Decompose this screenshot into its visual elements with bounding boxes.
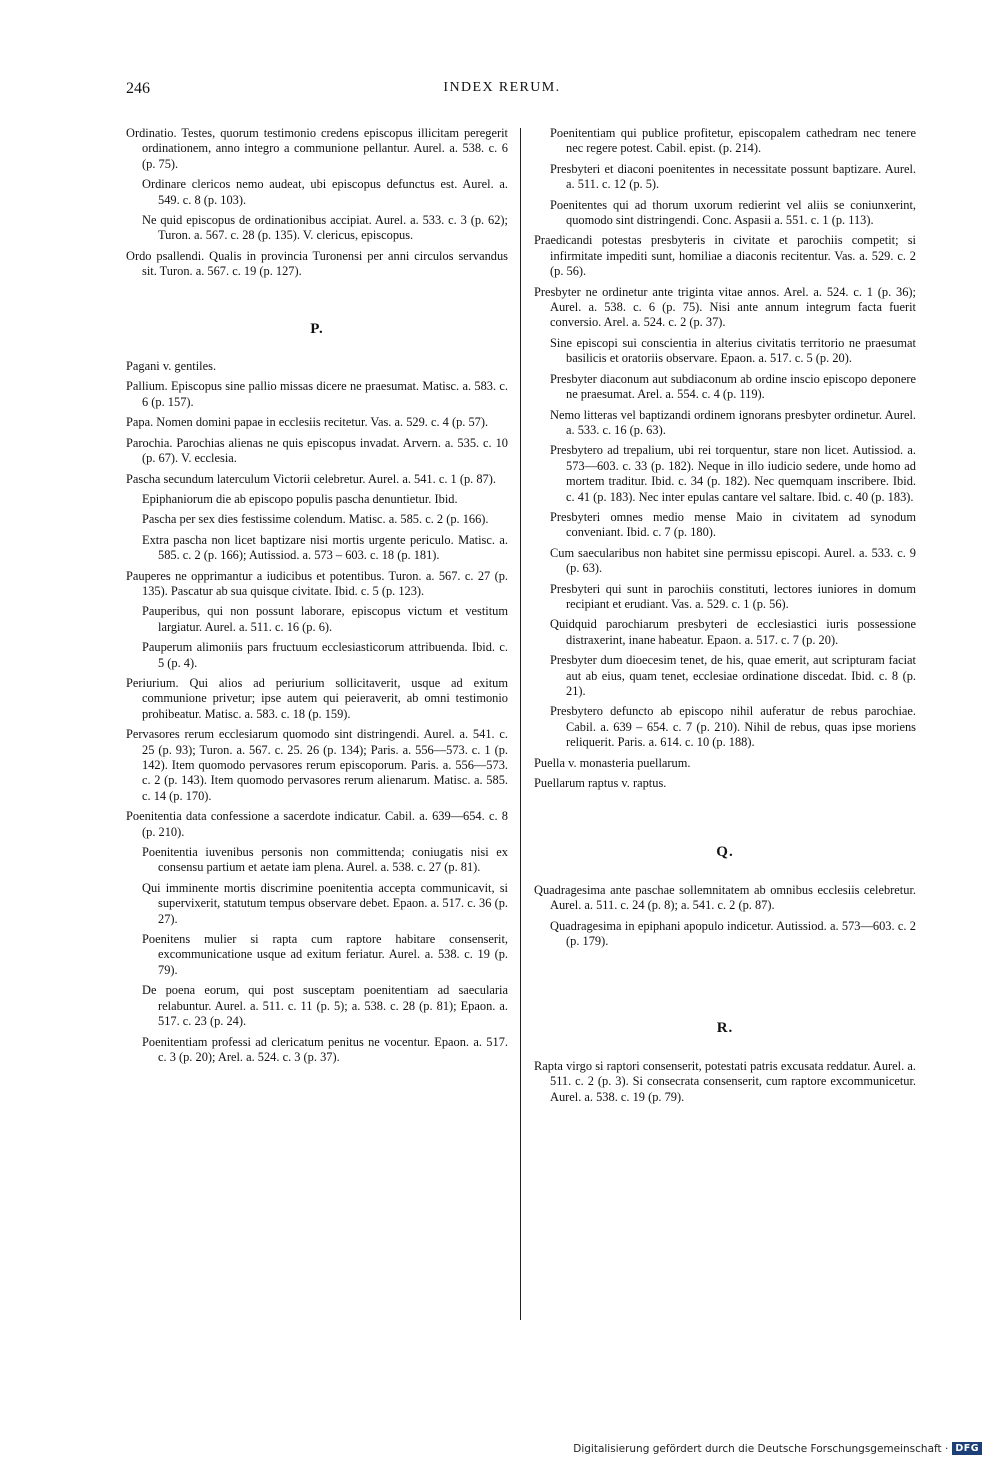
- index-subentry: Nemo litteras vel baptizandi ordinem ignorans presbyter ordinetur. Aurel. a. 533. c. 16 (p. 63).: [550, 407, 916, 437]
- index-subentry: Pauperibus, qui non possunt laborare, episcopus victum et vestitum largiatur. Aurel. a. 511. c. 16 (p. 6).: [142, 604, 508, 634]
- index-entry: Pervasores rerum ecclesiarum quomodo sint distringendi. Aurel. a. 541. c. 25 (p. 93); Turon. a. 567. c. 25. 26 (p. 134); Paris. a. 556—573. c. 1 (p. 142). Item quomodo pervasores rerum episcoporum. Paris. a. 556—573. c. 2 (p. 143). Item quomodo pervasores rerum alienarum. Matisc. a. 585. c. 14 (p. 170).: [126, 727, 508, 803]
- index-entry: Ordo psallendi. Qualis in provincia Turonensi per anni circulos servandus sit. Turon. a. 567. c. 19 (p. 127).: [126, 248, 508, 279]
- index-subentry: Pascha per sex dies festissime colendum. Matisc. a. 585. c. 2 (p. 166).: [142, 512, 489, 527]
- index-entry: Papa. Nomen domini papae in ecclesiis recitetur. Vas. a. 529. c. 4 (p. 57).: [126, 415, 489, 430]
- index-subentry: Presbytero defuncto ab episcopo nihil auferatur de rebus parochiae. Cabil. a. 639 – 654. c. 7 (p. 210). Nihil de rebus, quas ipse moriens reliquerit. Paris. a. 614. c. 10 (p. 188).: [550, 704, 916, 750]
- index-entry: Ordinatio. Testes, quorum testimonio credens episcopus illicitam peregerit ordinationem, anno integro a communione pellantur. Aurel. a. 538. c. 6 (p. 75).: [126, 126, 508, 171]
- page-number: 246: [126, 80, 150, 97]
- index-subentry: Presbyteri qui sunt in parochiis constituti, lectores iuniores in domum recipiant et erudiant. Vas. a. 529. c. 1 (p. 56).: [550, 581, 916, 611]
- index-subentry: Presbyter diaconum aut subdiaconum ab ordine inscio episcopo deponere ne praesumat. Arel. a. 554. c. 4 (p. 119).: [550, 371, 916, 402]
- footer: [573, 1442, 982, 1455]
- index-subentry: Pauperum alimoniis pars fructuum ecclesiasticorum attribuenda. Ibid. c. 5 (p. 4).: [142, 640, 508, 670]
- index-entry: Praedicandi potestas presbyteris in civitate et parochiis competit; si infirmitate impediti sunt, homiliae a diaconis recitentur. Vas. a. 529. c. 2 (p. 56).: [534, 233, 916, 279]
- index-subentry: Presbyteri et diaconi poenitentes in necessitate possunt baptizare. Aurel. a. 511. c. 12 (p. 5).: [550, 161, 916, 192]
- index-entry: Pascha secundum laterculum Victorii celebretur. Aurel. a. 541. c. 1 (p. 87).: [126, 471, 496, 486]
- footer-text: Digitalisierung gefördert durch die Deutsche Forschungsgemeinschaft ·: [573, 1442, 949, 1455]
- page-header: [126, 80, 878, 102]
- index-entry: Rapta virgo si raptori consenserit, potestati patris excusata reddatur. Aurel. a. 511. c. 2 (p. 3). Si consecrata consenserit, cum raptore excommunicetur. Aurel. a. 538. c. 19 (p. 79).: [534, 1058, 916, 1104]
- index-entry: Presbyter ne ordinetur ante triginta vitae annos. Arel. a. 524. c. 1 (p. 36); Aurel. a. 538. c. 6 (p. 75). Nisi ante annum integrum facta fuerit conversio. Arel. a. 524. c. 2 (p. 37).: [534, 284, 916, 330]
- index-subentry: Poenitens mulier si rapta cum raptore habitare consenserit, excommunicatione usque ad exitum feriatur. Aurel. a. 538. c. 19 (p. 79).: [142, 932, 508, 977]
- index-subentry: Presbyter dum dioecesim tenet, de his, quae emerit, aut scripturam faciat aut ab eius, quam tenet, ecclesiae ordinatione discedat. Ibid. c. 8 (p. 21).: [550, 653, 916, 698]
- column-divider: [520, 128, 521, 1320]
- index-subentry: De poena eorum, qui post susceptam poenitentiam ad saecularia relabuntur. Aurel. a. 511. c. 11 (p. 5); a. 538. c. 28 (p. 81); Epaon. a. 517. c. 23 (p. 24).: [142, 983, 508, 1029]
- index-entry: Parochia. Parochias alienas ne quis episcopus invadat. Arvern. a. 535. c. 10 (p. 67). V. ecclesia.: [126, 435, 508, 466]
- index-entry: Pallium. Episcopus sine pallio missas dicere ne praesumat. Matisc. a. 583. c. 6 (p. 157).: [126, 379, 508, 409]
- index-subentry: Poenitentia iuvenibus personis non committenda; coniugatis nisi ex consensu partium et aetate iam plena. Aurel. a. 538. c. 27 (p. 81).: [142, 845, 508, 875]
- index-entry: Pauperes ne opprimantur a iudicibus et potentibus. Turon. a. 567. c. 27 (p. 135). Pascatur ab sua quisque civitate. Ibid. c. 5 (p. 123).: [126, 568, 508, 598]
- running-title: INDEX RERUM.: [443, 80, 561, 95]
- index-entry: Puella v. monasteria puellarum.: [534, 755, 691, 770]
- section-letter: R.: [716, 1020, 734, 1037]
- index-subentry: Presbytero ad trepalium, ubi rei torquentur, stare non licet. Autissiod. a. 573—603. c. 33 (p. 182). Neque in illo iudicio sedere, unde homo ad mortem traditur. Ibid. c. 34 (p. 182). Nec quemquam inscribere. Ibid. c. 41 (p. 183). Nec inter epulas cantare vel saltare. Ibid. c. 40 (p. 183).: [550, 443, 916, 504]
- index-subentry: Epiphaniorum die ab episcopo populis pascha denuntietur. Ibid.: [142, 491, 458, 506]
- index-entry: Periurium. Qui alios ad periurium sollicitaverit, usque ad exitum communione privetur; ipse autem qui peieraverit, ab omni testimonio prohibeatur. Matisc. a. 583. c. 18 (p. 159).: [126, 675, 508, 721]
- index-subentry: Cum saecularibus non habitet sine permissu episcopi. Aurel. a. 533. c. 9 (p. 63).: [550, 545, 916, 576]
- right-column: [534, 126, 916, 1110]
- index-subentry: Ne quid episcopus de ordinationibus accipiat. Aurel. a. 533. c. 3 (p. 62); Turon. a. 567. c. 28 (p. 135). V. clericus, episcopus.: [142, 213, 508, 243]
- dfg-logo: DFG: [952, 1442, 982, 1455]
- index-subentry: Quadragesima in epiphani apopulo indicetur. Autissiod. a. 573—603. c. 2 (p. 179).: [550, 918, 916, 949]
- index-subentry: Sine episcopi sui conscientia in alterius civitatis territorio ne praesumat basilicis et oratoriis observare. Epaon. a. 517. c. 5 (p. 20).: [550, 335, 916, 366]
- index-entry: Poenitentia data confessione a sacerdote indicatur. Cabil. a. 639—654. c. 8 (p. 210).: [126, 809, 508, 839]
- index-subentry: Ordinare clericos nemo audeat, ubi episcopus defunctus est. Aurel. a. 549. c. 8 (p. 103).: [142, 177, 508, 207]
- index-subentry: Quidquid parochiarum presbyteri de ecclesiastici iuris possessione distraxerint, inane habeatur. Epaon. a. 517. c. 7 (p. 20).: [550, 617, 916, 647]
- section-letter: Q.: [716, 844, 734, 861]
- index-subentry: Poenitentiam professi ad clericatum penitus ne vocentur. Epaon. a. 517. c. 3 (p. 20); Arel. a. 524. c. 3 (p. 37).: [142, 1034, 508, 1064]
- section-letter: P.: [310, 320, 324, 337]
- index-entry: Quadragesima ante paschae sollemnitatem ab omnibus ecclesiis celebretur. Aurel. a. 511. c. 24 (p. 8); a. 541. c. 2 (p. 87).: [534, 882, 916, 913]
- index-entry: Pagani v. gentiles.: [126, 359, 217, 374]
- index-subentry: Qui imminente mortis discrimine poenitentia accepta communicavit, si supervixerit, statutum tempus observare debet. Epaon. a. 517. c. 36 (p. 27).: [142, 880, 508, 926]
- index-subentry: Poenitentiam qui publice profitetur, episcopalem cathedram nec tenere nec regere potest. Cabil. epist. (p. 214).: [550, 126, 916, 156]
- index-subentry: Poenitentes qui ad thorum uxorum redierint vel aliis se coniunxerint, quomodo sint distringendi. Conc. Aspasii a. 551. c. 1 (p. 113).: [550, 197, 916, 228]
- index-subentry: Presbyteri omnes medio mense Maio in civitatem ad synodum conveniant. Ibid. c. 7 (p. 180).: [550, 509, 916, 540]
- left-column: [126, 126, 508, 1070]
- index-subentry: Extra pascha non licet baptizare nisi mortis urgente periculo. Matisc. a. 585. c. 2 (p. 166); Autissiod. a. 573 – 603. c. 18 (p. 181).: [142, 532, 508, 563]
- index-entry: Puellarum raptus v. raptus.: [534, 776, 667, 791]
